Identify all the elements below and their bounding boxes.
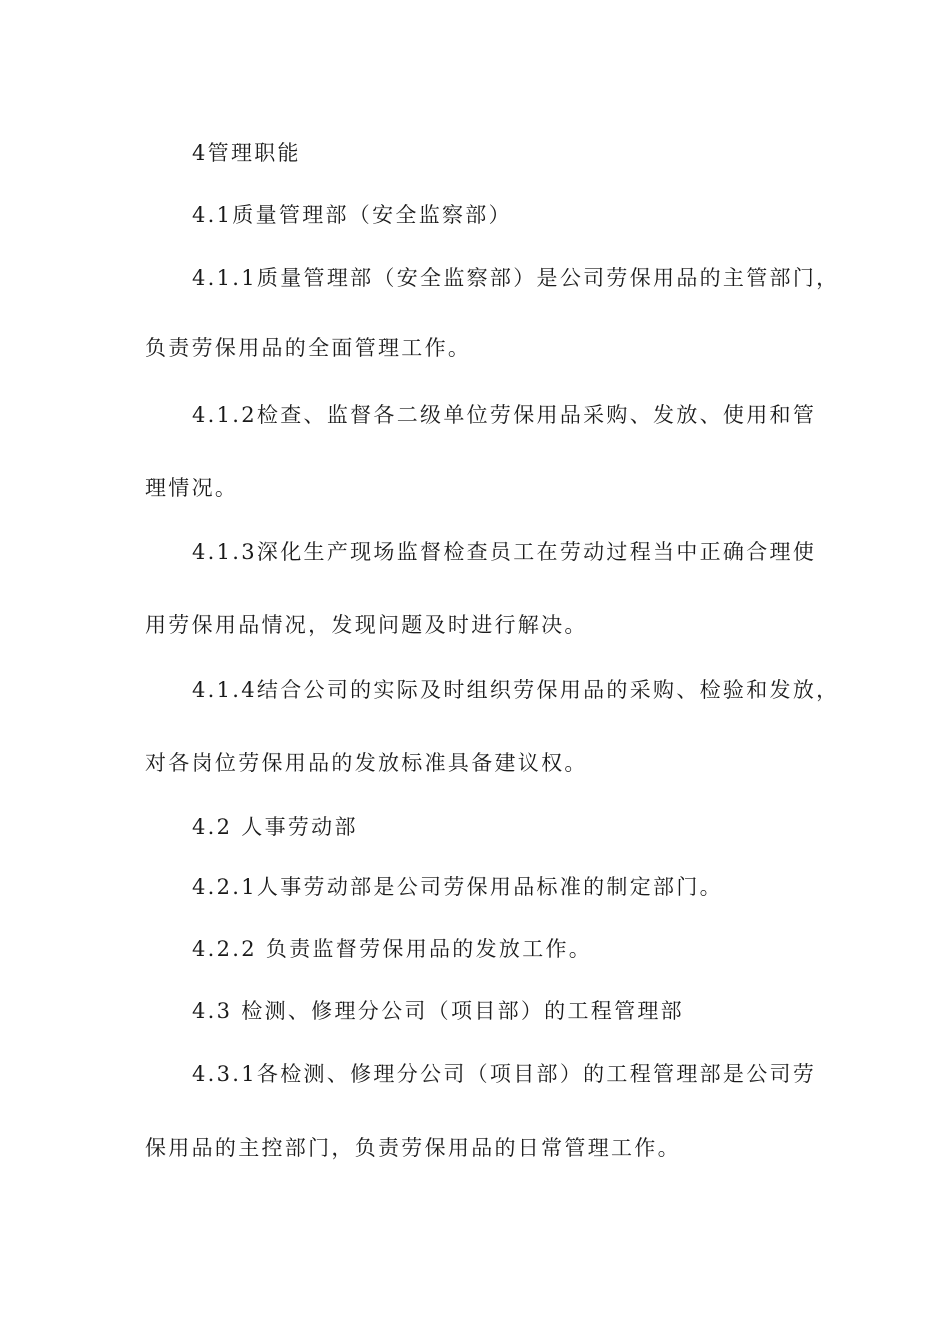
- heading-section-4-1: 4.1质量管理部（安全监察部）: [192, 203, 512, 227]
- heading-section-4-2: 4.2 人事劳动部: [192, 815, 358, 839]
- paragraph-4-1-4-line-1: 4.1.4结合公司的实际及时组织劳保用品的采购、检验和发放，: [192, 678, 840, 702]
- paragraph-4-1-3-line-2: 用劳保用品情况，发现问题及时进行解决。: [145, 613, 588, 637]
- heading-section-4-3: 4.3 检测、修理分公司（项目部）的工程管理部: [192, 999, 684, 1023]
- paragraph-4-1-1-line-1: 4.1.1质量管理部（安全监察部）是公司劳保用品的主管部门，: [192, 266, 840, 290]
- heading-section-4: 4管理职能: [192, 141, 301, 165]
- paragraph-4-1-4-line-2: 对各岗位劳保用品的发放标准具备建议权。: [145, 751, 588, 775]
- paragraph-4-3-1-line-1: 4.3.1各检测、修理分公司（项目部）的工程管理部是公司劳: [192, 1062, 817, 1086]
- paragraph-4-1-3-line-1: 4.1.3深化生产现场监督检查员工在劳动过程当中正确合理使: [192, 540, 817, 564]
- paragraph-4-2-1: 4.2.1人事劳动部是公司劳保用品标准的制定部门。: [192, 875, 723, 899]
- paragraph-4-3-1-line-2: 保用品的主控部门，负责劳保用品的日常管理工作。: [145, 1136, 681, 1160]
- paragraph-4-1-2-line-2: 理情况。: [145, 476, 239, 500]
- paragraph-4-1-1-line-2: 负责劳保用品的全面管理工作。: [145, 336, 472, 360]
- paragraph-4-2-2: 4.2.2 负责监督劳保用品的发放工作。: [192, 937, 593, 961]
- paragraph-4-1-2-line-1: 4.1.2检查、监督各二级单位劳保用品采购、发放、使用和管: [192, 403, 817, 427]
